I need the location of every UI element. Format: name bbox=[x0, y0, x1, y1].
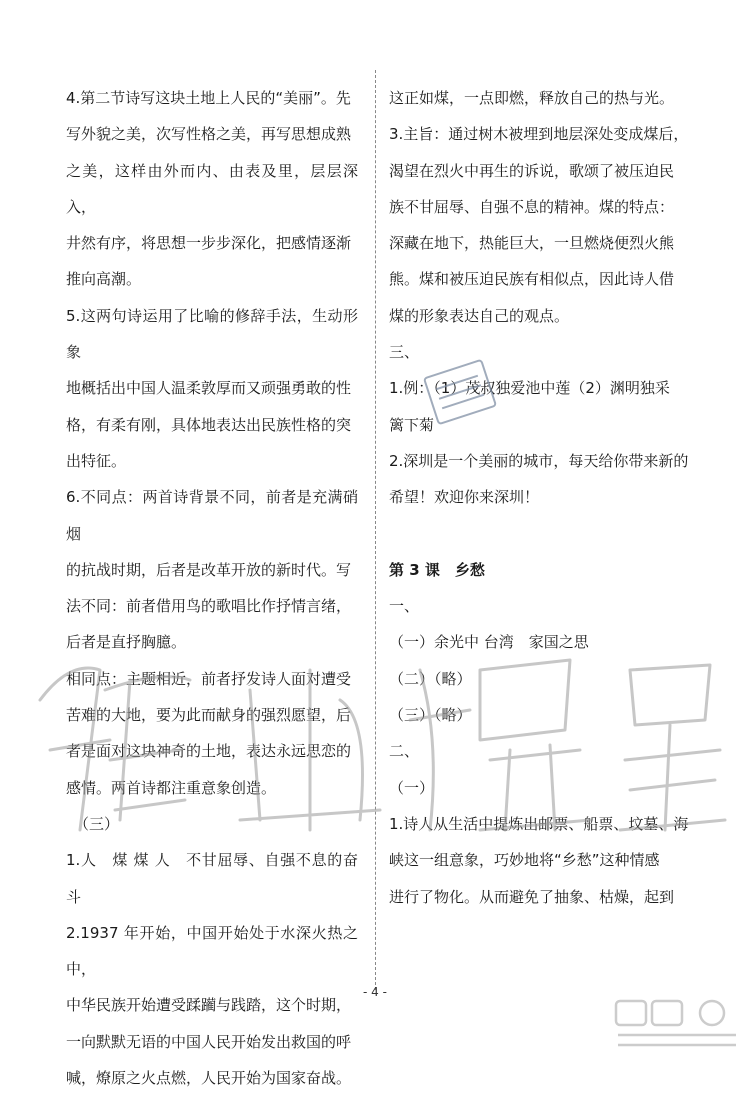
text-line: 4.第二节诗写这块土地上人民的“美丽”。先 bbox=[66, 89, 351, 107]
text-line: 篱下菊 bbox=[389, 415, 435, 434]
text-line: 深藏在地下，热能巨大，一旦燃烧便烈火熊 bbox=[389, 234, 675, 253]
text-line: 苦难的大地，要为此而献身的强烈愿望，后 bbox=[66, 706, 352, 725]
text-line: 推向高潮。 bbox=[66, 270, 142, 289]
text-line: 一向默默无语的中国人民开始发出救国的呼 bbox=[66, 1032, 352, 1051]
text-line: 之美，这样由外而内、由表及里，层层深入， bbox=[66, 161, 358, 216]
text-line: 煤的形象表达自己的观点。 bbox=[389, 306, 570, 325]
text-line: 1.人 煤 煤 人 不甘屈辱、自强不息的奋斗 bbox=[66, 851, 358, 906]
text-line: 6.不同点：两首诗背景不同，前者是充满硝烟 bbox=[66, 488, 358, 543]
text-line: （二）（略） bbox=[389, 669, 472, 688]
text-line: 感情。两首诗都注重意象创造。 bbox=[66, 778, 277, 797]
text-line: 者是面对这块神奇的土地，表达永远思恋的 bbox=[66, 742, 352, 761]
text-line: 相同点：主题相近，前者抒发诗人面对遭受 bbox=[66, 669, 352, 688]
text-line: 1.例：（1）茂叔独爱池中莲（2）渊明独采 bbox=[389, 379, 670, 398]
text-line: 后者是直抒胸臆。 bbox=[66, 633, 187, 652]
column-divider bbox=[375, 70, 376, 990]
page-number: - 4 - bbox=[363, 985, 387, 999]
text-line: 3.主旨：通过树木被埋到地层深处变成煤后， bbox=[389, 125, 689, 144]
text-line: 这正如煤，一点即燃，释放自己的热与光。 bbox=[389, 89, 675, 107]
text-line: 5.这两句诗运用了比喻的修辞手法，生动形象 bbox=[66, 306, 358, 362]
text-line: 希望！欢迎你来深圳！ bbox=[389, 488, 540, 507]
lesson-heading: 第 3 课 乡愁 bbox=[389, 560, 485, 579]
text-line: 地概括出中国人温柔敦厚而又顽强勇敢的性 bbox=[66, 379, 352, 398]
text-line: 一、 bbox=[389, 597, 420, 616]
text-line: 2.1937 年开始，中国开始处于水深火热之中， bbox=[66, 923, 358, 979]
text-line: 法不同：前者借用鸟的歌唱比作抒情言绪， bbox=[66, 597, 352, 616]
text-line: （三）（略） bbox=[389, 706, 472, 725]
text-line: 峡这一组意象，巧妙地将“乡愁”这种情感 bbox=[389, 851, 660, 870]
text-line: 三、 bbox=[389, 343, 420, 362]
right-column bbox=[389, 80, 689, 915]
text-line: 的抗战时期，后者是改革开放的新时代。写 bbox=[66, 560, 352, 579]
corner-logo bbox=[612, 995, 742, 1053]
text-line: 中华民族开始遭受蹂躏与践踏，这个时期， bbox=[66, 996, 352, 1015]
left-column bbox=[66, 80, 358, 1096]
text-line: 格，有柔有刚，具体地表达出民族性格的突 bbox=[66, 415, 352, 434]
text-line: 写外貌之美，次写性格之美，再写思想成熟 bbox=[66, 125, 352, 144]
text-line: 井然有序，将思想一步步深化，把感情逐渐 bbox=[66, 234, 352, 253]
text-line: 熊。煤和被压迫民族有相似点，因此诗人借 bbox=[389, 270, 675, 289]
text-line: 2.深圳是一个美丽的城市，每天给你带来新的 bbox=[389, 451, 689, 470]
text-line: 渴望在烈火中再生的诉说，歌颂了被压迫民 bbox=[389, 161, 675, 180]
text-line: 进行了物化。从而避免了抽象、枯燥，起到 bbox=[389, 887, 675, 906]
text-line: 二、 bbox=[389, 742, 420, 761]
text-line: （一）余光中 台湾 家国之思 bbox=[389, 633, 589, 652]
text-line: 族不甘屈辱、自强不息的精神。煤的特点： bbox=[389, 197, 675, 216]
text-line: 1.诗人从生活中提炼出邮票、船票、坟墓、海 bbox=[389, 814, 689, 833]
text-line: （一） bbox=[389, 778, 435, 797]
text-line: 出特征。 bbox=[66, 451, 127, 470]
text-line: 喊，燎原之火点燃，人民开始为国家奋战。 bbox=[66, 1069, 352, 1088]
text-line: （三） bbox=[74, 814, 120, 833]
spacer bbox=[389, 516, 689, 552]
